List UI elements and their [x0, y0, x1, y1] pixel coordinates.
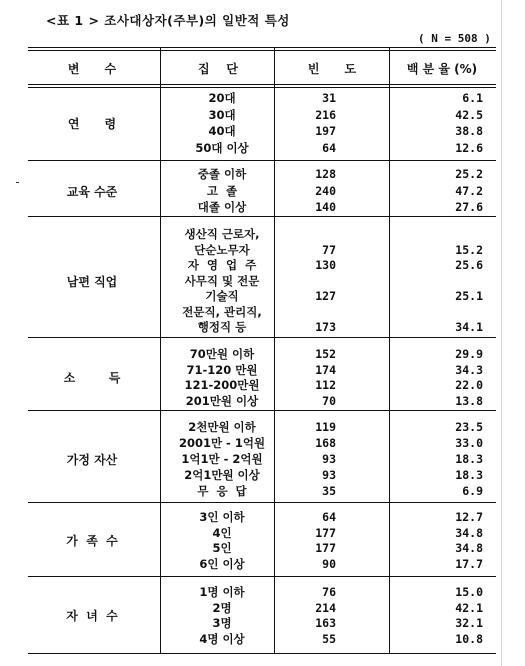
- frequency-cell: 197: [315, 124, 336, 138]
- scan-edge-line: [501, 0, 502, 666]
- frequency-cell: 77: [322, 242, 336, 257]
- group-cell: 2억1만원 이상: [184, 468, 260, 482]
- variable-label: 자 녀 수: [66, 609, 118, 624]
- frequency-cell: 93: [322, 468, 336, 482]
- section-divider-rule: [28, 160, 496, 161]
- group-cell: 40대: [208, 124, 236, 138]
- percent-cell: 18.3: [455, 468, 483, 482]
- group-cell: 고 졸: [206, 183, 238, 198]
- section-divider-rule: [28, 576, 496, 577]
- group-cell: 4인: [212, 525, 232, 540]
- table-row: [0, 584, 525, 600]
- variable-label: 연 령: [67, 116, 117, 131]
- group-cell: 2천만원 이하: [188, 420, 256, 434]
- percent-cell: 23.5: [455, 420, 483, 434]
- percent-cell: 17.7: [455, 556, 483, 571]
- header-group: 집 단: [198, 62, 238, 76]
- variable-label: 가정 자산: [66, 453, 118, 467]
- group-cell: 대졸 이상: [197, 200, 247, 214]
- group-cell: 4명 이상: [199, 631, 245, 646]
- group-cell: 1명 이하: [199, 585, 245, 599]
- table-row: [0, 393, 525, 409]
- table-row: [0, 509, 525, 525]
- scan-speck: [16, 182, 19, 183]
- percent-cell: 25.2: [455, 167, 483, 181]
- frequency-cell: 214: [315, 600, 336, 615]
- frequency-cell: 55: [322, 631, 336, 646]
- percent-cell: 10.8: [455, 631, 483, 646]
- percent-cell: 27.6: [455, 200, 483, 214]
- percent-cell: 34.3: [455, 362, 483, 377]
- table-row: [0, 419, 525, 435]
- percent-cell: 25.6: [455, 258, 483, 272]
- group-cell: 3명: [212, 616, 232, 630]
- variable-label: 가 족 수: [66, 534, 118, 549]
- table-row: [0, 631, 525, 647]
- frequency-cell: 128: [315, 167, 336, 181]
- frequency-cell: 64: [322, 140, 336, 155]
- frequency-cell: 90: [322, 556, 336, 571]
- percent-cell: 33.0: [455, 436, 483, 450]
- frequency-cell: 112: [315, 378, 336, 392]
- group-cell: 중졸 이하: [197, 167, 247, 181]
- header-variable: 변 수: [67, 62, 117, 76]
- percent-cell: 15.2: [455, 242, 483, 257]
- frequency-cell: 64: [322, 510, 336, 524]
- percent-cell: 18.3: [455, 452, 483, 466]
- frequency-cell: 93: [322, 452, 336, 466]
- frequency-cell: 130: [315, 258, 336, 272]
- group-cell: 20대: [208, 91, 236, 105]
- percent-cell: 42.1: [455, 600, 483, 615]
- frequency-cell: 119: [315, 420, 336, 434]
- frequency-cell: 70: [322, 393, 336, 408]
- table-row: [0, 166, 525, 182]
- group-cell: 1억1만 - 2억원: [181, 452, 263, 466]
- percent-cell: 6.9: [462, 484, 483, 498]
- table-bottom-rule: [28, 653, 496, 654]
- frequency-cell: 31: [322, 91, 336, 105]
- section-divider-rule: [28, 502, 496, 503]
- group-cell: 기술직: [205, 289, 239, 303]
- frequency-cell: 152: [315, 347, 336, 361]
- group-cell: 71-120 만원: [186, 362, 258, 377]
- group-cell: 2명: [212, 600, 232, 615]
- header-bottom-rule: [28, 84, 496, 88]
- percent-cell: 22.0: [455, 378, 483, 392]
- table-row: [0, 467, 525, 483]
- group-cell: 행정직 등: [197, 320, 247, 334]
- frequency-cell: 168: [315, 436, 336, 450]
- sample-size-note: ( N = 508 ): [418, 32, 491, 45]
- header-frequency: 빈 도: [307, 62, 357, 76]
- percent-cell: 38.8: [455, 124, 483, 138]
- frequency-cell: 76: [322, 585, 336, 599]
- frequency-cell: 177: [315, 525, 336, 540]
- table-row: [0, 140, 525, 156]
- percent-cell: 47.2: [455, 183, 483, 198]
- table-title: <표 1 > 조사대상자(주부)의 일반적 특성: [46, 13, 290, 28]
- table-row: [0, 90, 525, 106]
- percent-cell: 42.5: [455, 107, 483, 122]
- group-cell: 무 응 답: [197, 484, 247, 498]
- header-percent: 백 분 율 (%): [406, 62, 478, 76]
- group-cell: 121-200만원: [184, 378, 260, 392]
- frequency-cell: 240: [315, 183, 336, 198]
- group-cell: 사무직 및 전문: [184, 273, 260, 288]
- frequency-cell: 173: [315, 320, 336, 334]
- percent-cell: 12.7: [455, 510, 483, 524]
- section-divider-rule: [28, 410, 496, 411]
- group-cell: 전문직, 관리직,: [182, 304, 262, 319]
- frequency-cell: 127: [315, 289, 336, 303]
- table-row: [0, 435, 525, 451]
- group-cell: 2001만 - 1억원: [178, 436, 266, 450]
- group-cell: 단순노무자: [194, 242, 250, 257]
- frequency-cell: 35: [322, 484, 336, 498]
- frequency-cell: 163: [315, 616, 336, 630]
- percent-cell: 29.9: [455, 347, 483, 361]
- percent-cell: 32.1: [455, 616, 483, 630]
- frequency-cell: 174: [315, 362, 336, 377]
- percent-cell: 12.6: [455, 140, 483, 155]
- group-cell: 6인 이상: [199, 556, 245, 571]
- table-row: [0, 556, 525, 572]
- table-row: [0, 288, 525, 304]
- percent-cell: 34.8: [455, 541, 483, 555]
- section-divider-rule: [28, 216, 496, 217]
- frequency-cell: 177: [315, 541, 336, 555]
- table-row: [0, 226, 525, 242]
- table-row: [0, 242, 525, 258]
- group-cell: 70만원 이하: [189, 347, 255, 361]
- table-top-rule: [28, 47, 496, 51]
- section-divider-rule: [28, 337, 496, 338]
- variable-label: 남편 직업: [66, 274, 118, 289]
- group-cell: 50대 이상: [195, 140, 249, 155]
- table-row: [0, 199, 525, 215]
- group-cell: 201만원 이상: [185, 393, 259, 408]
- variable-label: 교육 수준: [66, 184, 118, 199]
- frequency-cell: 140: [315, 200, 336, 214]
- table-row: [0, 319, 525, 335]
- group-cell: 자 영 업 주: [187, 258, 257, 272]
- table-row: [0, 483, 525, 499]
- table-row: [0, 304, 525, 320]
- percent-cell: 6.1: [462, 91, 483, 105]
- group-cell: 생산직 근로자,: [184, 227, 260, 241]
- group-cell: 3인 이하: [199, 510, 245, 524]
- percent-cell: 15.0: [455, 585, 483, 599]
- percent-cell: 34.1: [455, 320, 483, 334]
- table-row: [0, 257, 525, 273]
- percent-cell: 34.8: [455, 525, 483, 540]
- group-cell: 30대: [208, 107, 236, 122]
- percent-cell: 13.8: [455, 393, 483, 408]
- percent-cell: 25.1: [455, 289, 483, 303]
- group-cell: 5인: [212, 541, 232, 555]
- variable-label: 소 득: [63, 371, 121, 386]
- table-row: [0, 346, 525, 362]
- frequency-cell: 216: [315, 107, 336, 122]
